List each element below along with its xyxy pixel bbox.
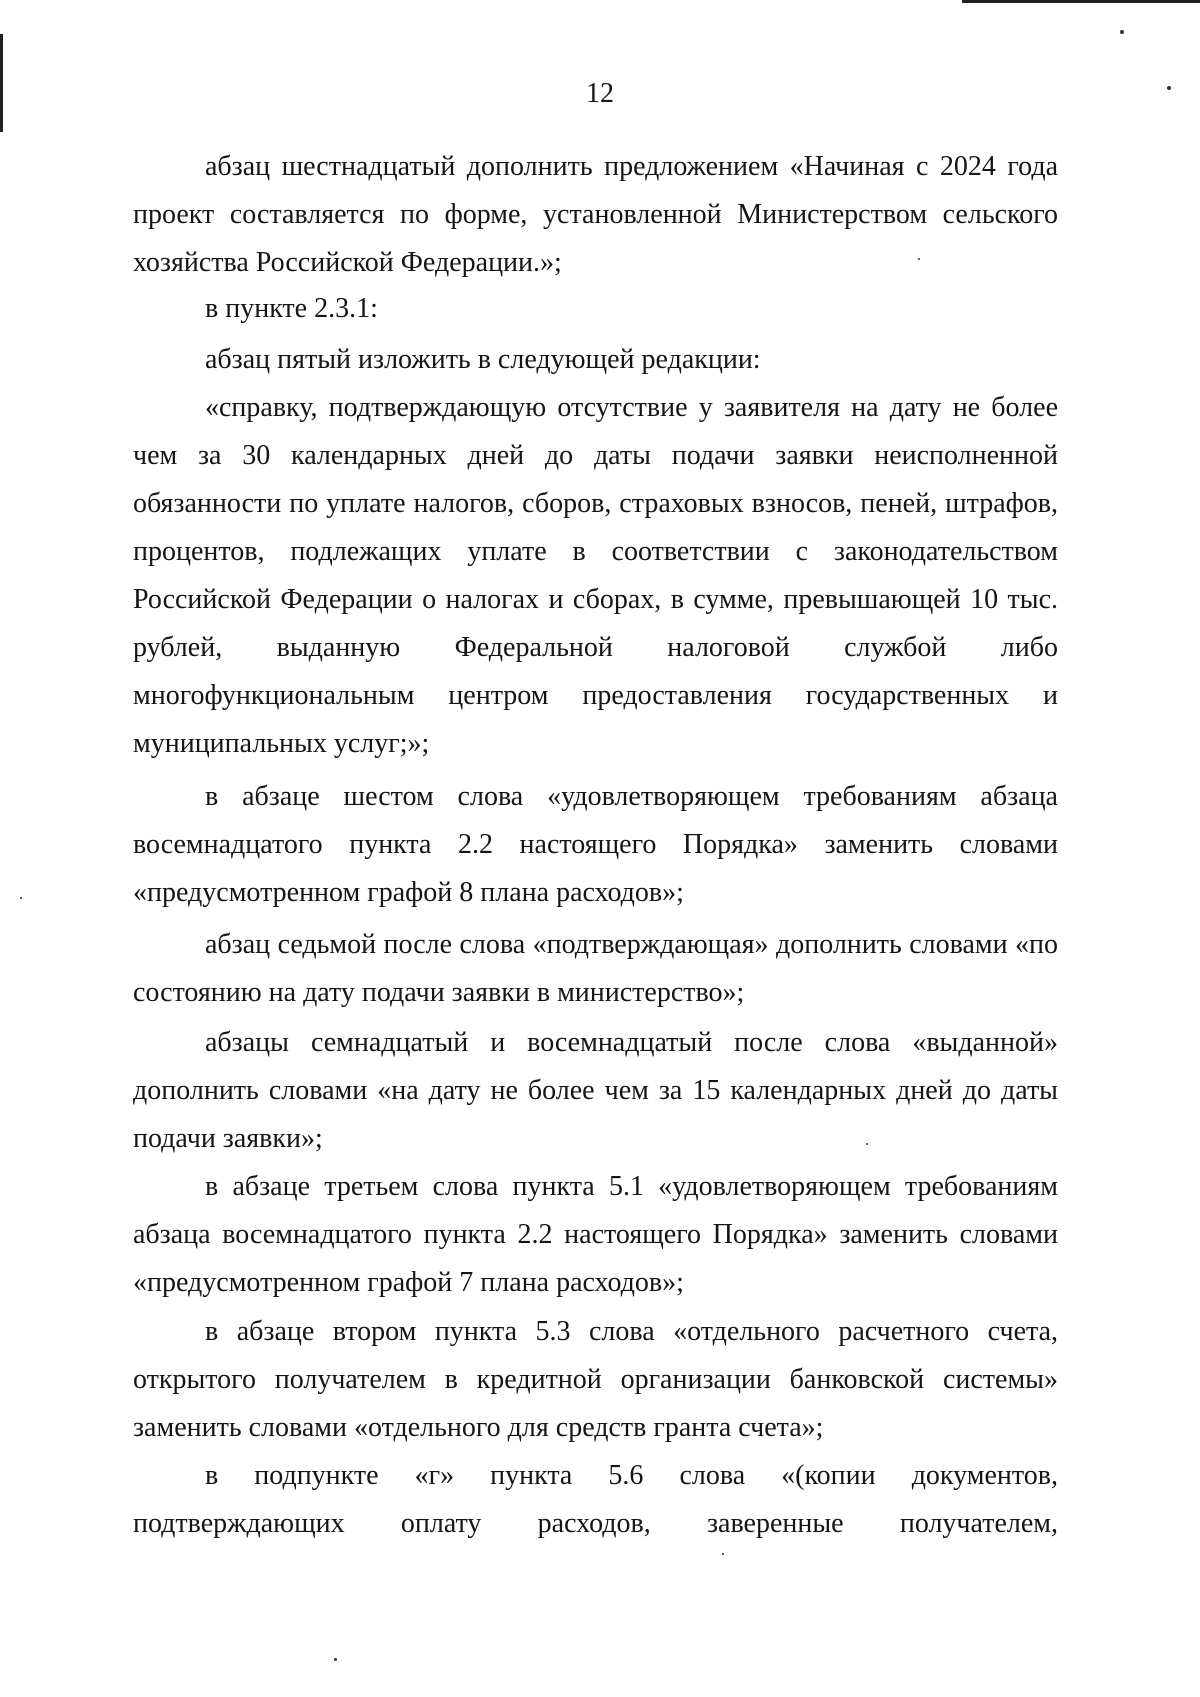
paragraph-10: в подпункте «г» пункта 5.6 слова «(копии документов, подтверждающих оплату расходов, заверенные получателем, (133, 1460, 1058, 1539)
page-number: 12 (586, 78, 614, 109)
paragraph-6: абзац седьмой после слова «подтверждающая» дополнить словами «по состоянию на дату подачи заявки в министерство»; (133, 929, 1058, 1008)
paragraph-8: в абзаце третьем слова пункта 5.1 «удовлетворяющем требованиям абзаца восемнадцатого пункта 2.2 настоящего Порядка» заменить словами «предусмотренном графой 7 плана расходов»; (133, 1171, 1058, 1298)
paragraph-1: абзац шестнадцатый дополнить предложением «Начиная с 2024 года проект составляется по форме, установленной Министерством сельского хозяйства Российской Федерации.»; (133, 151, 1058, 278)
scan-speck (334, 1658, 337, 1661)
paragraph-5: в абзаце шестом слова «удовлетворяющем требованиям абзаца восемнадцатого пункта 2.2 настоящего Порядка» заменить словами «предусмотренном графой 8 плана расходов»; (133, 781, 1058, 908)
scan-speck (20, 897, 22, 899)
scan-speck (1120, 30, 1124, 34)
paragraph-4: «справку, подтверждающую отсутствие у заявителя на дату не более чем за 30 календарных дней до даты подачи заявки неисполненной обязанности по уплате налогов, сборов, страховых взносов, пеней, штрафов, процентов, подлежащих уплате в соответствии с законодательством Российской Федерации о налогах и сборах, в сумме, превышающей 10 тыс. рублей, выданную Федеральной налоговой службой либо многофункциональным центром предоставления государственных и муниципальных услуг;»; (133, 392, 1058, 759)
paragraph-3: абзац пятый изложить в следующей редакции: (205, 344, 761, 375)
paragraph-7: абзацы семнадцатый и восемнадцатый после слова «выданной» дополнить словами «на дату не более чем за 15 календарных дней до даты подачи заявки»; (133, 1027, 1058, 1154)
scan-artifact-top-line (962, 0, 1200, 3)
scan-speck (722, 1553, 724, 1555)
paragraph-9: в абзаце втором пункта 5.3 слова «отдельного расчетного счета, открытого получателем в кредитной организации банковской системы» заменить словами «отдельного для средств гранта счета»; (133, 1316, 1058, 1443)
paragraph-2: в пункте 2.3.1: (205, 293, 378, 324)
